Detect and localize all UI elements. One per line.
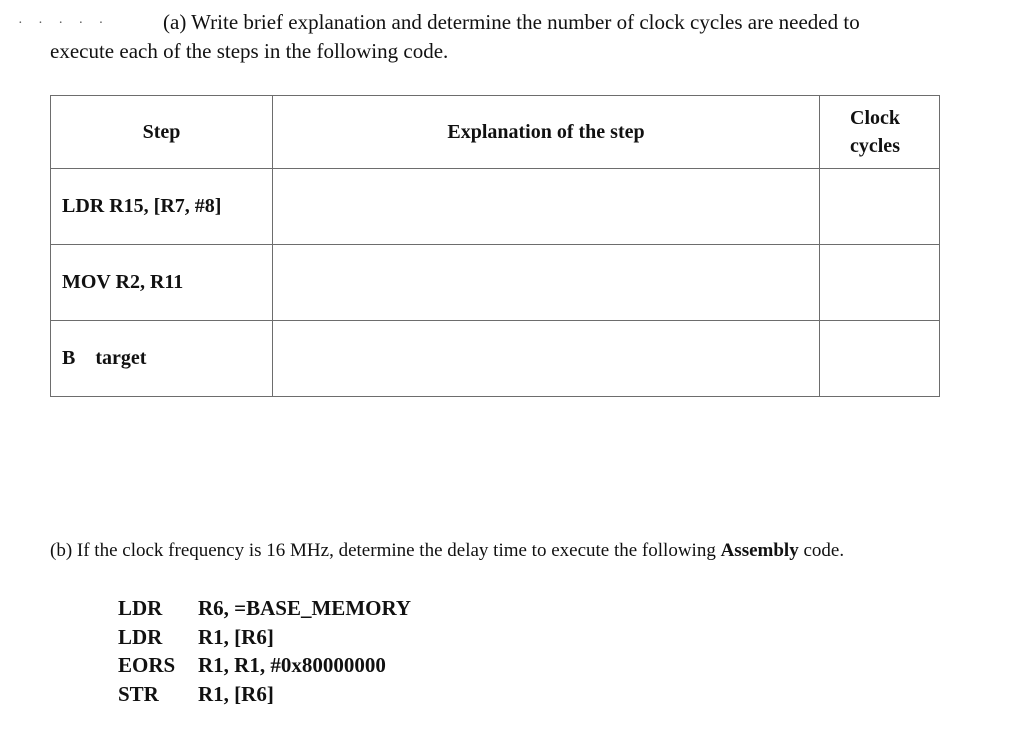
clock-cycles-cell[interactable] bbox=[820, 321, 940, 397]
header-explanation: Explanation of the step bbox=[273, 96, 820, 169]
table-header-row bbox=[51, 96, 940, 169]
explanation-cell[interactable] bbox=[273, 245, 820, 321]
scan-artifact-marks: · · · · · bbox=[18, 16, 110, 31]
code-operands: R1, R1, #0x80000000 bbox=[198, 653, 386, 677]
header-clock-line1: Clock bbox=[850, 107, 900, 129]
code-line bbox=[118, 651, 411, 680]
question-a-text-line2: execute each of the steps in the following code. bbox=[50, 39, 449, 63]
question-b-suffix: code. bbox=[798, 540, 845, 561]
header-clock-cycles bbox=[820, 96, 940, 169]
code-operands: R1, [R6] bbox=[198, 624, 274, 649]
question-b-text bbox=[50, 540, 844, 562]
code-line bbox=[118, 623, 411, 652]
code-operands: R1, [R6] bbox=[198, 681, 274, 706]
table-row bbox=[51, 169, 940, 245]
step-cell: MOV R2, R11 bbox=[51, 245, 273, 321]
explanation-cell[interactable] bbox=[273, 321, 820, 397]
code-operands: R6, =BASE_MEMORY bbox=[198, 596, 412, 620]
code-line bbox=[118, 680, 411, 709]
code-opcode: LDR bbox=[118, 624, 163, 649]
question-b-bold-word: Assembly bbox=[720, 540, 799, 561]
table-row bbox=[51, 245, 940, 321]
table-row bbox=[51, 321, 940, 397]
step-cell: B target bbox=[51, 321, 273, 397]
code-line bbox=[118, 594, 411, 623]
steps-table bbox=[50, 95, 940, 397]
question-a-text-line1: (a) Write brief explanation and determine the number of clock cycles are needed to bbox=[163, 10, 860, 34]
code-opcode: LDR bbox=[118, 596, 163, 620]
clock-cycles-cell[interactable] bbox=[820, 245, 940, 321]
clock-cycles-cell[interactable] bbox=[820, 169, 940, 245]
code-opcode: EORS bbox=[118, 653, 176, 677]
header-step: Step bbox=[51, 96, 273, 169]
step-cell: LDR R15, [R7, #8] bbox=[51, 169, 273, 245]
question-b-prefix: (b) If the clock frequency is 16 MHz, determine the delay time to execute the following bbox=[50, 540, 721, 561]
explanation-cell[interactable] bbox=[273, 169, 820, 245]
header-clock-line2: cycles bbox=[850, 135, 900, 157]
assembly-code-block bbox=[118, 594, 411, 708]
code-opcode: STR bbox=[118, 681, 159, 706]
